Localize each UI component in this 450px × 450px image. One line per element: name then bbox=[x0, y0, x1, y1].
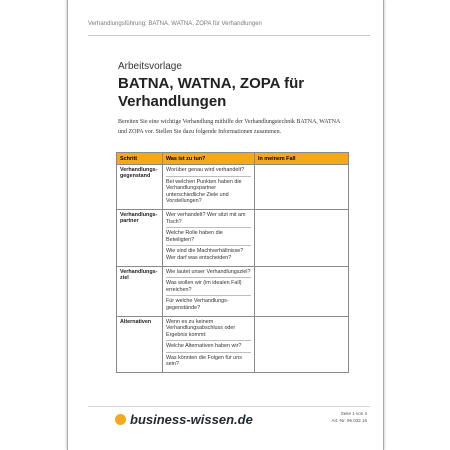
header-todo: Was ist zu tun? bbox=[163, 153, 255, 165]
step-cell: Alternativen bbox=[117, 316, 163, 373]
question-item: Worüber genau wird verhandelt? bbox=[166, 167, 251, 177]
table-row bbox=[117, 316, 349, 373]
table-row bbox=[117, 209, 349, 266]
footer-meta bbox=[331, 411, 367, 424]
intro-paragraph: Bereiten Sie eine wichtige Verhandlung mithilfe der Verhandlungstechnik BATNA, WATNA und ZOPA vor. Stellen Sie dazu folgende Informationen zusammen. bbox=[118, 119, 340, 135]
question-item: Wie sind die Machtverhältnisse? Wer darf was entscheiden? bbox=[166, 248, 244, 261]
questions-cell bbox=[163, 209, 255, 266]
document-title: BATNA, WATNA, ZOPA für Verhandlungen bbox=[118, 75, 305, 110]
questions-cell bbox=[163, 266, 255, 316]
questions-cell bbox=[163, 316, 255, 373]
logo-dot-icon bbox=[115, 414, 126, 425]
footer-divider bbox=[88, 406, 370, 407]
table-header-row bbox=[117, 153, 349, 165]
document-page bbox=[67, 0, 384, 450]
page-number: Seite 1 von 3 bbox=[340, 411, 367, 416]
answer-cell[interactable] bbox=[255, 316, 349, 373]
article-number: Art.-Nr. 96.032.16 bbox=[331, 417, 367, 423]
table-row bbox=[117, 266, 349, 316]
table-row bbox=[117, 165, 349, 210]
answer-cell[interactable] bbox=[255, 165, 349, 210]
document-subtitle: Arbeitsvorlage bbox=[118, 61, 182, 72]
question-item: Für welche Verhandlungs-gegenstände? bbox=[166, 298, 229, 311]
question-item: Wenn es zu keinem Verhandlungsabschluss oder Ergebnis kommt: bbox=[166, 319, 251, 342]
step-cell: Verhandlungs-gegenstand bbox=[117, 165, 163, 210]
answer-cell[interactable] bbox=[255, 266, 349, 316]
question-item: Wie lautet unser Verhandlungsziel? bbox=[166, 269, 251, 279]
question-item: Wer verhandelt? Wer sitzt mit am Tisch? bbox=[166, 212, 251, 228]
running-header: Verhandlungsführung: BATNA, WATNA, ZOPA für Verhandlungen bbox=[88, 21, 262, 27]
brand-logo[interactable] bbox=[115, 412, 253, 427]
question-item: Bei welchen Punkten haben die Verhandlungspartner unterschiedliche Ziele und Vorstellungen? bbox=[166, 178, 242, 205]
step-cell: Verhandlungs-ziel bbox=[117, 266, 163, 316]
answer-cell[interactable] bbox=[255, 209, 349, 266]
header-my-case: In meinem Fall bbox=[255, 153, 349, 165]
worksheet-table bbox=[116, 152, 349, 373]
question-item: Was könnten die Folgen für uns sein? bbox=[166, 354, 242, 368]
questions-cell bbox=[163, 165, 255, 210]
logo-text: business-wissen.de bbox=[130, 412, 253, 427]
question-item: Welche Alternativen haben wir? bbox=[166, 343, 251, 353]
question-item: Welche Rolle haben die Beteiligten? bbox=[166, 230, 251, 246]
header-divider bbox=[88, 35, 370, 36]
step-cell: Verhandlungs-partner bbox=[117, 209, 163, 266]
header-step: Schritt bbox=[117, 153, 163, 165]
question-item: Was wollen wir (im idealen Fall) erreichen? bbox=[166, 280, 251, 296]
